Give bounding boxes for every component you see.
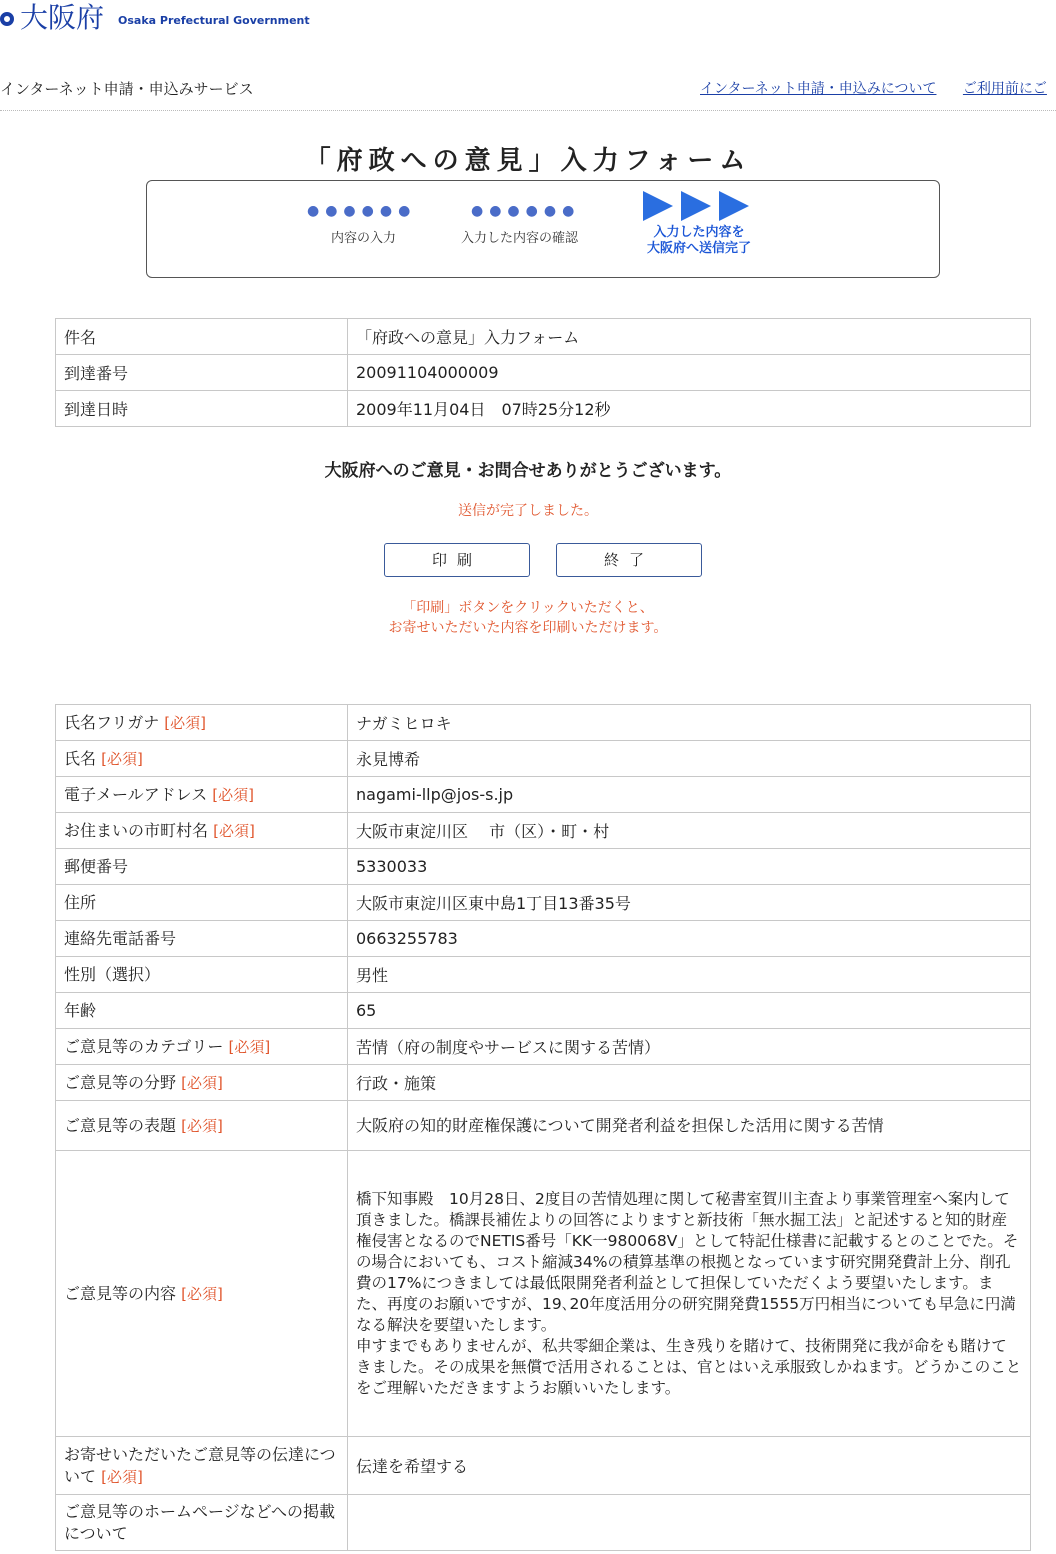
- logo-text: 大阪府: [20, 1, 105, 34]
- required-mark: [必須]: [181, 1116, 223, 1135]
- detail-value: 伝達を希望する: [348, 1437, 1031, 1495]
- print-note-line2: お寄せいただいた内容を印刷いただけます。: [388, 620, 668, 636]
- table-row: [56, 1065, 1031, 1101]
- required-mark: [必須]: [228, 1037, 271, 1056]
- detail-label-text: お寄せいただいたご意見等の伝達について: [64, 1444, 336, 1486]
- detail-label: [56, 993, 348, 1029]
- table-row: [56, 813, 1031, 849]
- detail-label: [56, 1437, 348, 1495]
- required-mark: [必須]: [181, 1073, 223, 1092]
- header-links: [700, 78, 1056, 98]
- table-row: [56, 355, 1031, 391]
- detail-value: 65: [348, 993, 1031, 1029]
- step2-label: 入力した内容の確認: [461, 231, 579, 246]
- step3-label-line2: 大阪府へ送信完了: [646, 241, 751, 256]
- detail-value: 0663255783: [348, 921, 1031, 957]
- required-mark: [必須]: [101, 1467, 143, 1486]
- detail-value: nagami-llp@jos-s.jp: [348, 777, 1031, 813]
- detail-label-text: 住所: [64, 892, 97, 912]
- form-title: 「府政への意見」入力フォーム: [304, 146, 752, 176]
- summary-label: 件名: [56, 319, 348, 355]
- summary-table: [55, 318, 1031, 427]
- summary-value: 2009年11月04日 07時25分12秒: [348, 391, 1031, 427]
- sent-message: 送信が完了しました。: [458, 503, 598, 519]
- detail-value: 男性: [348, 957, 1031, 993]
- table-row: [56, 1029, 1031, 1065]
- table-row: [56, 705, 1031, 741]
- detail-label-text: 性別（選択）: [64, 964, 161, 984]
- step1-dots: ●●●●●●: [307, 203, 417, 219]
- step3-arrows-icon: [643, 191, 757, 221]
- finish-button[interactable]: 終了: [556, 543, 702, 577]
- print-note: [0, 598, 1056, 638]
- table-row: [56, 1437, 1031, 1495]
- table-row: [56, 921, 1031, 957]
- print-note-line1: 「印刷」ボタンをクリックいただくと、: [402, 600, 654, 616]
- detail-label-text: お住まいの市町村名: [64, 820, 209, 840]
- detail-label-text: ご意見等の内容: [64, 1283, 177, 1303]
- logo-subtitle: Osaka Prefectural Government: [118, 14, 310, 27]
- print-button[interactable]: 印刷: [384, 543, 530, 577]
- summary-label: 到達番号: [56, 355, 348, 391]
- logo: [0, 0, 310, 34]
- service-bar: [0, 74, 1056, 102]
- detail-label: [56, 1495, 348, 1551]
- detail-label: [56, 849, 348, 885]
- detail-value: 行政・施策: [348, 1065, 1031, 1101]
- detail-label-text: ご意見等のホームページなどへの掲載について: [64, 1501, 336, 1543]
- detail-value: [348, 1495, 1031, 1551]
- link-about-internet-application[interactable]: インターネット申請・申込みについて: [700, 81, 937, 97]
- detail-value: ナガミヒロキ: [348, 705, 1031, 741]
- step3-label: [629, 225, 769, 257]
- detail-value: 苦情（府の制度やサービスに関する苦情）: [348, 1029, 1031, 1065]
- table-row: [56, 1495, 1031, 1551]
- thanks-message: 大阪府へのご意見・お問合せありがとうございます。: [324, 461, 732, 481]
- detail-label: [56, 705, 348, 741]
- detail-label-text: 年齢: [64, 1000, 97, 1020]
- required-mark: [必須]: [212, 785, 255, 804]
- table-row: [56, 1101, 1031, 1151]
- detail-value: 永見博希: [348, 741, 1031, 777]
- header-divider: [0, 110, 1056, 111]
- detail-label: [56, 885, 348, 921]
- table-row: [56, 1151, 1031, 1437]
- detail-label-text: 連絡先電話番号: [64, 928, 177, 948]
- summary-label: 到達日時: [56, 391, 348, 427]
- detail-label-text: ご意見等の表題: [64, 1115, 177, 1135]
- detail-value: 橋下知事殿 10月28日、2度目の苦情処理に関して秘書室賀川主査より事業管理室へ案内して頂きました。橋課長補佐よりの回答によりますと新技術「無水掘工法」と記述すると知的財産権侵害となるのでNETIS番号「KK一980068V」として特記仕様書に記載するとのことでた。その場合においても、コスト縮減34%の積算基準の根拠となっています研究開発費計上分、削孔費の17%につきましては最低限開発者利益として担保していただくよう要望いたします。また、再度のお願いですが、19､20年度活用分の研究開発費1555万円相当についても早急に円満なる解決を要望いたします。 申すまでもありませんが、私共零細企業は、生き残りを賭けて、技術開発に我が命をも賭けてきました。その成果を無償で活用されることは、官とはいえ承服致しかねます。どうかこのことをご理解いただきますようお願いいたします。: [348, 1151, 1031, 1437]
- detail-label: [56, 921, 348, 957]
- detail-label-text: 氏名: [64, 748, 97, 768]
- table-row: [56, 319, 1031, 355]
- logo-mark-icon: [0, 12, 14, 26]
- detail-label-text: ご意見等の分野: [64, 1072, 177, 1092]
- detail-label: [56, 777, 348, 813]
- detail-value: 大阪府の知的財産権保護について開発者利益を担保した活用に関する苦情: [348, 1101, 1031, 1151]
- step1-label: 内容の入力: [331, 231, 397, 246]
- required-mark: [必須]: [213, 821, 255, 840]
- table-row: [56, 391, 1031, 427]
- table-row: [56, 849, 1031, 885]
- summary-value: 20091104000009: [348, 355, 1031, 391]
- table-row: [56, 741, 1031, 777]
- detail-label-text: 氏名フリガナ: [64, 712, 160, 732]
- detail-label-text: ご意見等のカテゴリー: [64, 1036, 224, 1056]
- details-table: [55, 704, 1031, 1551]
- table-row: [56, 885, 1031, 921]
- table-row: [56, 957, 1031, 993]
- detail-label-text: 郵便番号: [64, 856, 129, 876]
- link-before-use[interactable]: ご利用前にご: [962, 81, 1047, 97]
- detail-label: [56, 1029, 348, 1065]
- detail-label: [56, 1151, 348, 1437]
- required-mark: [必須]: [181, 1284, 223, 1303]
- detail-label: [56, 957, 348, 993]
- detail-value: 5330033: [348, 849, 1031, 885]
- summary-value: 「府政への意見」入力フォーム: [348, 319, 1031, 355]
- required-mark: [必須]: [101, 749, 143, 768]
- detail-label: [56, 1065, 348, 1101]
- detail-value: 大阪市東淀川区東中島1丁目13番35号: [348, 885, 1031, 921]
- service-title: インターネット申請・申込みサービス: [0, 80, 254, 98]
- detail-value: 大阪市東淀川区 市（区）・町・村: [348, 813, 1031, 849]
- detail-label-text: 電子メールアドレス: [64, 784, 208, 804]
- table-row: [56, 993, 1031, 1029]
- detail-label: [56, 1101, 348, 1151]
- progress-steps: [146, 180, 940, 278]
- required-mark: [必須]: [164, 713, 207, 732]
- table-row: [56, 777, 1031, 813]
- step2-dots: ●●●●●●: [471, 203, 581, 219]
- detail-label: [56, 741, 348, 777]
- detail-label: [56, 813, 348, 849]
- step3-label-line1: 入力した内容を: [653, 225, 745, 240]
